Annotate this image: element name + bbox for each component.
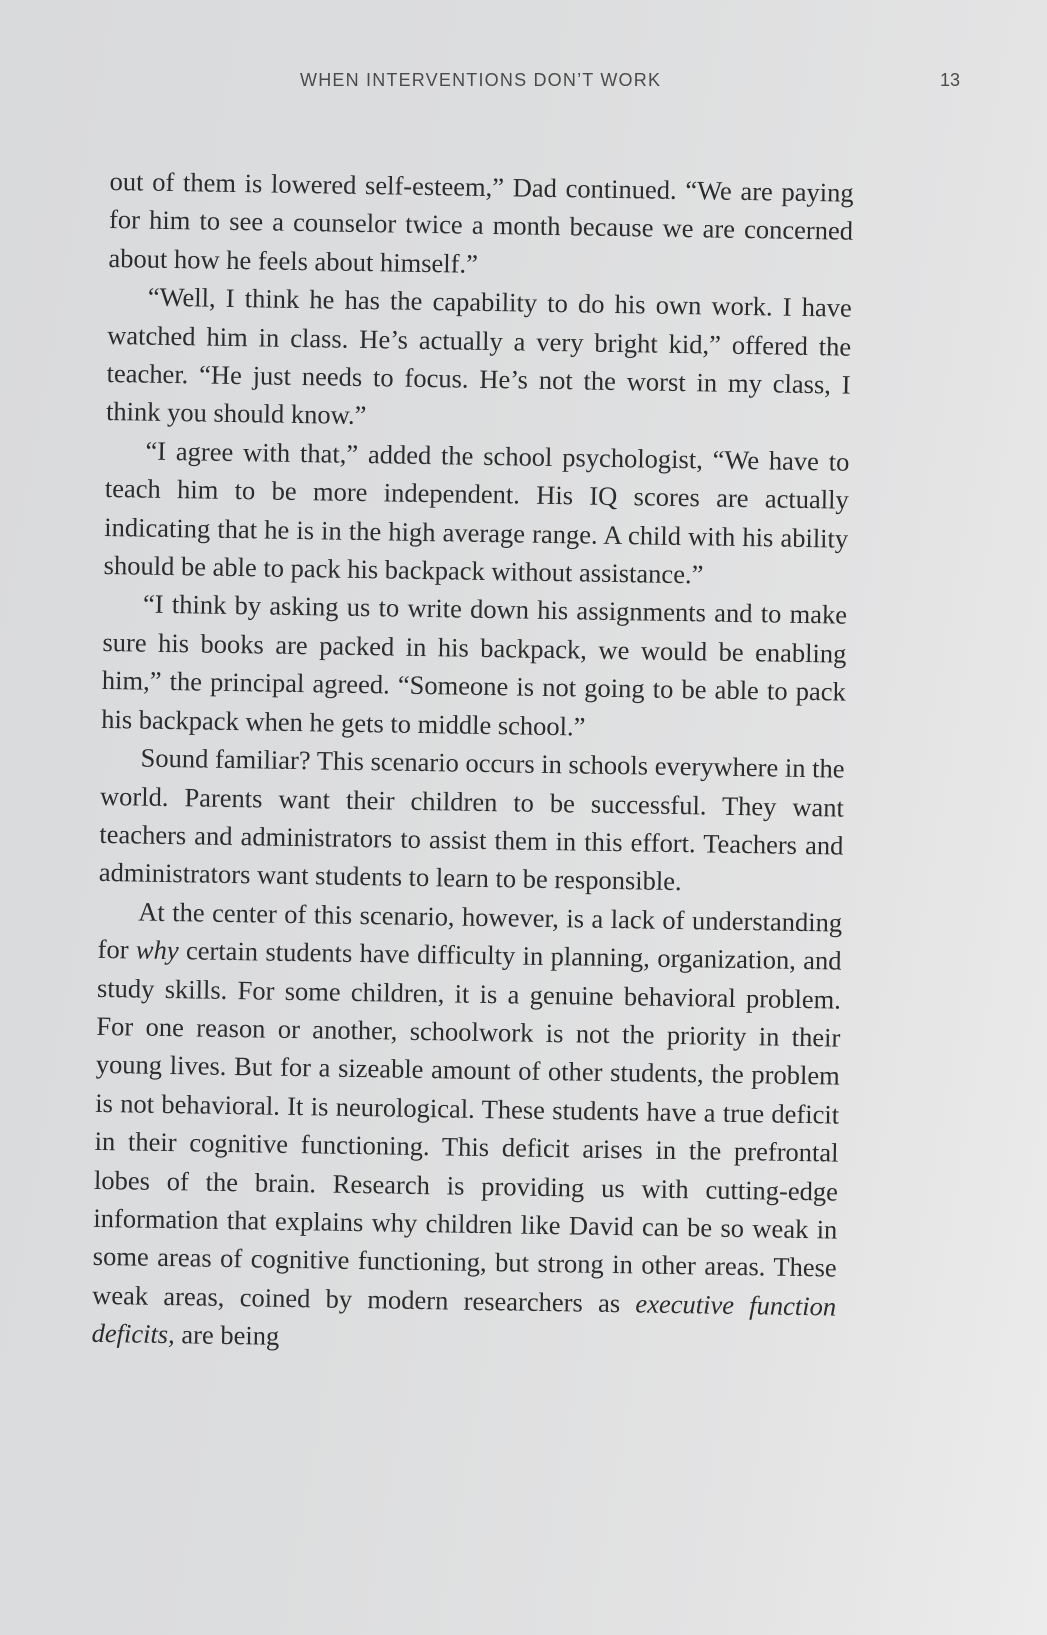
emphasis-executive-function-deficits: executive function deficits, — [91, 1288, 837, 1350]
paragraph-1: out of them is lowered self-esteem,” Dad continued. “We are paying for him to see a counselor twice a month because we are concerned about how he feels about himself.” — [108, 165, 854, 279]
paragraph-6-part-3: are being — [174, 1319, 280, 1351]
paragraph-4: “I think by asking us to write down his assignments and to make sure his books are packed in his backpack, we would be enabling him,” the principal agreed. “Someone is not going to be able to pack his backpack when he gets to middle school.” — [101, 589, 848, 742]
page-number: 13 — [940, 70, 961, 90]
paragraph-5: Sound familiar? This scenario occurs in schools everywhere in the world. Parents want their children to be successful. They want teachers and administrators to assist them in this effort. Teachers and administrators want students to learn to be responsible. — [98, 742, 845, 897]
body-text — [91, 162, 854, 1364]
chapter-title: WHEN INTERVENTIONS DON’T WORK — [300, 70, 662, 90]
paragraph-2: “Well, I think he has the capability to do his own work. I have watched him in class. He’s actually a very bright kid,” offered the teacher. “He just needs to focus. He’s not the worst in my class, I think you should know.” — [105, 281, 853, 431]
paragraph-6 — [91, 892, 842, 1365]
paragraph-6-part-2: certain students have difficulty in planning, organization, and study skills. For some children, it is a genuine behavioral problem. For one reason or another, schoolwork is not the priority in their young lives. But for a sizeable amount of other students, the problem is not behavioral. It is neurological. These students have a true deficit in their cognitive functioning. This deficit arises in the prefrontal lobes of the brain. Research is providing us with cutting-edge information that explains why children like David can be so weak in some areas of cognitive functioning, but strong in other areas. These weak areas, coined by modern researchers as — [91, 935, 842, 1319]
paragraph-3: “I agree with that,” added the school psychologist, “We have to teach him to be more independent. His IQ scores are actually indicating that he is in the high average range. A child with his ability should be able to pack his backpack without assistance.” — [103, 435, 850, 590]
emphasis-why: why — [135, 934, 179, 966]
paragraph-6-part-1: At the center of this scenario, however, is a lack of understanding for — [97, 896, 843, 965]
running-head — [0, 70, 1047, 100]
